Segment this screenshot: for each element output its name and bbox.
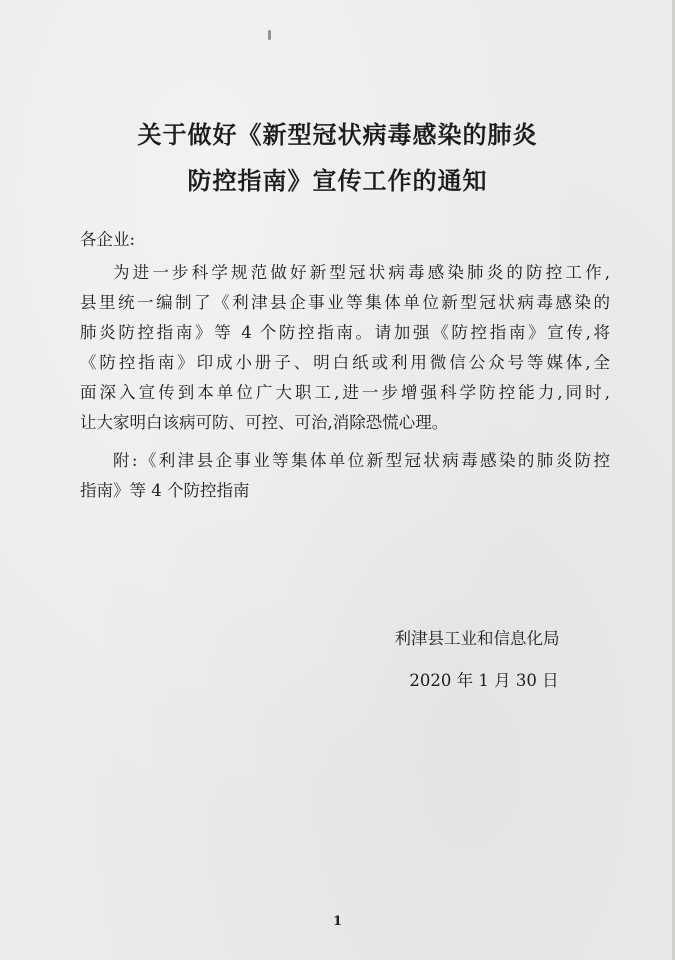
- attachment-line: 指南》等 4 个防控指南: [80, 481, 250, 500]
- attachment-line: 附:《利津县企事业等集体单位新型冠状病毒感染的肺炎防控: [113, 451, 610, 470]
- signature-block: [357, 618, 577, 702]
- body-line: 肺炎防控指南》等 4 个防控指南。请加强《防控指南》宣传,将: [80, 323, 610, 342]
- body-line: 县里统一编制了《利津县企事业等集体单位新型冠状病毒感染的: [80, 293, 610, 312]
- body-line: 为进一步科学规范做好新型冠状病毒感染肺炎的防控工作,: [113, 263, 610, 282]
- document-title: [0, 112, 675, 204]
- title-line-1: 关于做好《新型冠状病毒感染的肺炎: [137, 120, 538, 149]
- body-line: 《防控指南》印成小册子、明白纸或利用微信公众号等媒体,全: [80, 353, 610, 372]
- body-line: 让大家明白该病可防、可控、可治,消除恐慌心理。: [80, 413, 449, 432]
- attachment-paragraph: [80, 446, 610, 506]
- page-number: 1: [332, 914, 343, 929]
- signature-organization: 利津县工业和信息化局: [394, 629, 560, 648]
- body-line: 面深入宣传到本单位广大职工,进一步增强科学防控能力,同时,: [80, 383, 610, 402]
- document-body: [80, 258, 610, 506]
- salutation: 各企业:: [80, 230, 136, 249]
- scan-speck: [268, 30, 271, 40]
- signature-date: 2020 年 1 月 30 日: [409, 671, 559, 690]
- main-paragraph: [80, 258, 610, 438]
- title-line-2: 防控指南》宣传工作的通知: [187, 166, 488, 195]
